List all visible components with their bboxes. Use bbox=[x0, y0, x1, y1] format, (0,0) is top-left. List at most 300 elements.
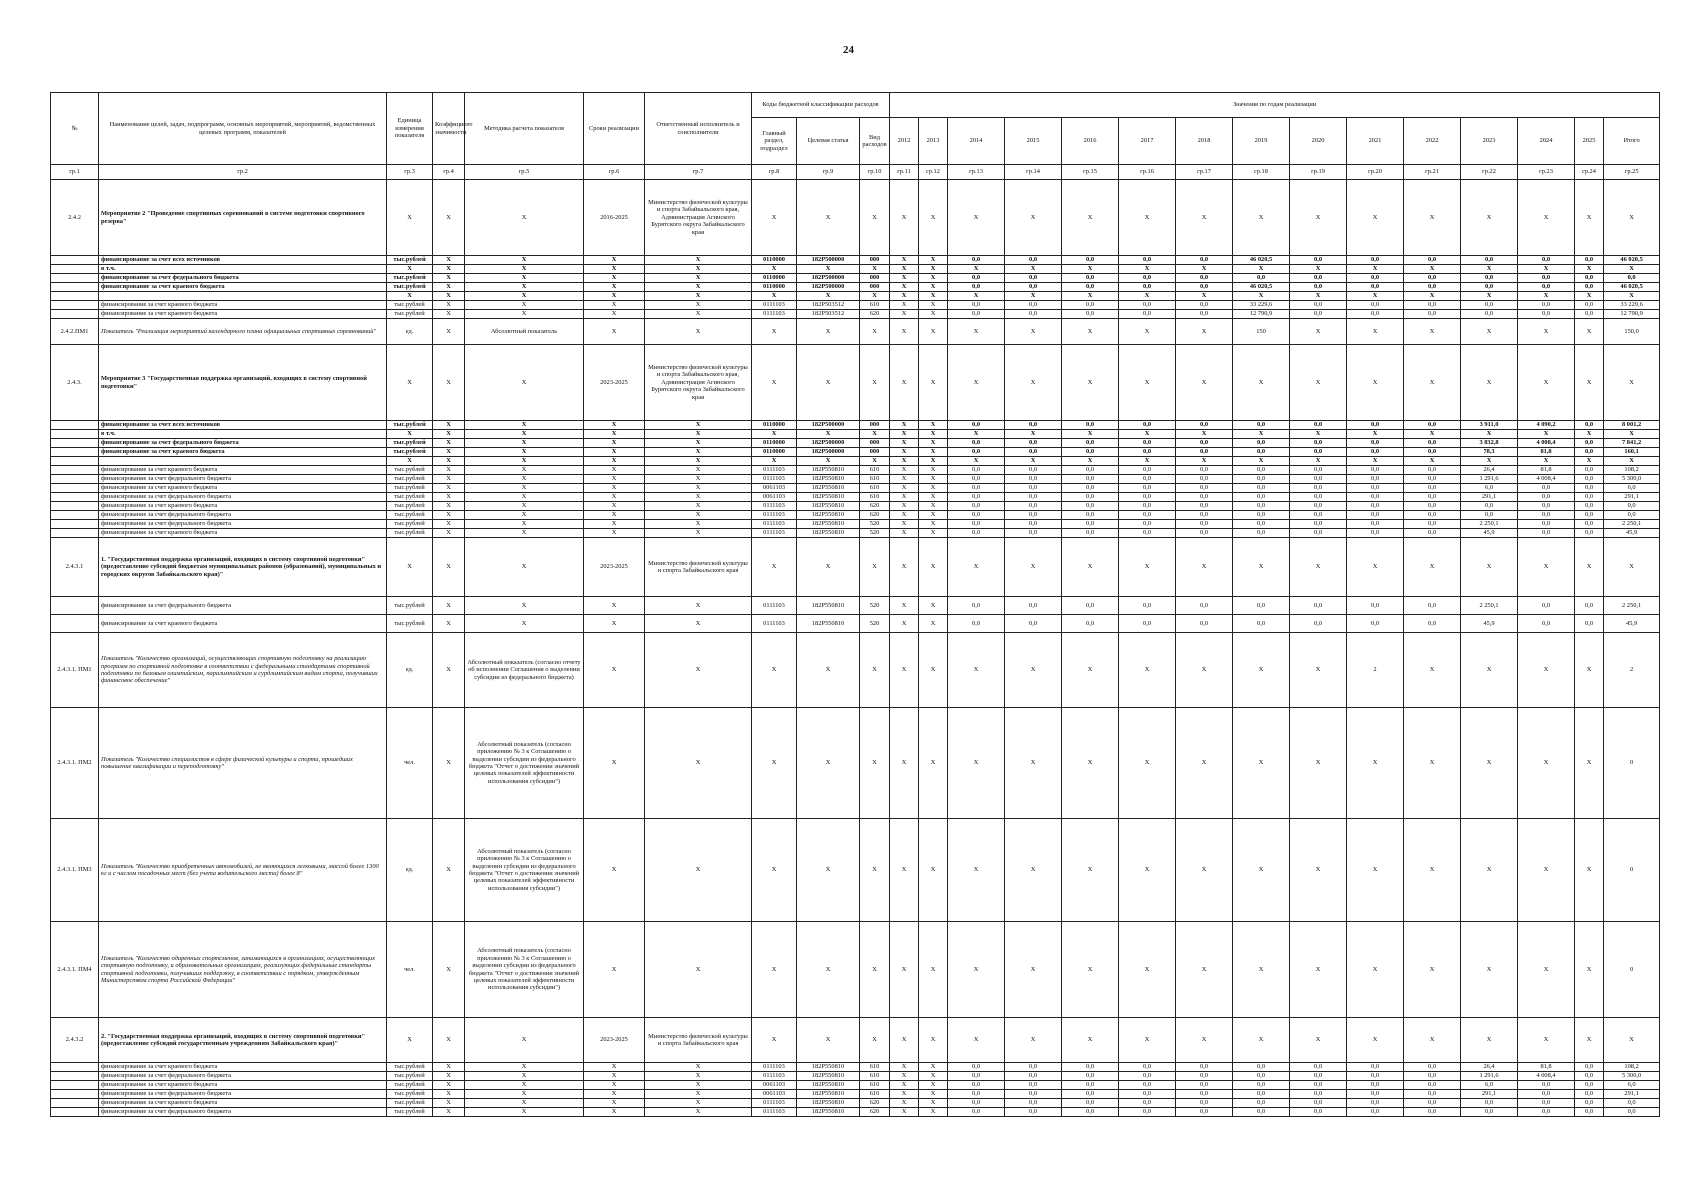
year-value: 0,0 bbox=[1176, 1063, 1233, 1072]
year-value: 0,0 bbox=[1119, 502, 1176, 511]
year-value: 0,0 bbox=[1062, 274, 1119, 283]
year-value: Х bbox=[890, 597, 919, 615]
year-value: Х bbox=[1290, 819, 1347, 922]
year-value: Х bbox=[919, 274, 948, 283]
year-value: 0,0 bbox=[1404, 301, 1461, 310]
year-value: Х bbox=[919, 511, 948, 520]
year-value: 0,0 bbox=[1176, 1081, 1233, 1090]
year-value: 0,0 bbox=[1518, 1081, 1575, 1090]
code-type: 000 bbox=[860, 439, 890, 448]
year-value: 0,0 bbox=[1290, 520, 1347, 529]
method: Х bbox=[465, 1090, 584, 1099]
total-value: Х bbox=[1604, 538, 1660, 597]
row-name: финансирование за счет федерального бюджета bbox=[99, 597, 387, 615]
header-year: 2022 bbox=[1404, 118, 1461, 165]
coefficient: Х bbox=[433, 1018, 465, 1063]
row-name: финансирование за счет краевого бюджета bbox=[99, 310, 387, 319]
unit: тыс.рублей bbox=[387, 520, 433, 529]
code-type: 610 bbox=[860, 466, 890, 475]
terms: Х bbox=[584, 529, 645, 538]
code-section: Х bbox=[752, 319, 797, 345]
method: Х bbox=[465, 265, 584, 274]
year-value: 0,0 bbox=[1347, 484, 1404, 493]
row-name: 2. "Государственная поддержка организаций, входящих в систему спортивной подготовки" (предоставление субсидий государственным учреждениям Забайкальского края)" bbox=[99, 1018, 387, 1063]
coefficient: Х bbox=[433, 466, 465, 475]
year-value: 0,0 bbox=[1176, 256, 1233, 265]
year-value: 0,0 bbox=[1404, 502, 1461, 511]
table-row bbox=[51, 520, 1660, 529]
column-number: гр.23 bbox=[1518, 165, 1575, 180]
year-value: 0,0 bbox=[1404, 274, 1461, 283]
year-value: Х bbox=[890, 292, 919, 301]
method: Х bbox=[465, 475, 584, 484]
table-row bbox=[51, 529, 1660, 538]
year-value: 0,0 bbox=[948, 475, 1005, 484]
year-value: Х bbox=[1062, 292, 1119, 301]
year-value: Х bbox=[1290, 265, 1347, 274]
year-value: Х bbox=[919, 430, 948, 439]
method: Абсолютный показатель (согласно приложению № 3 к Соглашению о выделении субсидии из федерального бюджета "Отчет о достижении значений целевых показателей эффективности использования субсидии") bbox=[465, 819, 584, 922]
year-value: Х bbox=[1461, 292, 1518, 301]
responsible: Х bbox=[645, 283, 752, 292]
unit: тыс.рублей bbox=[387, 529, 433, 538]
code-type: 610 bbox=[860, 1081, 890, 1090]
year-value: 0,0 bbox=[948, 1108, 1005, 1117]
year-value: Х bbox=[1005, 633, 1062, 708]
year-value: Х bbox=[1233, 819, 1290, 922]
year-value: Х bbox=[1290, 319, 1347, 345]
unit: тыс.рублей bbox=[387, 466, 433, 475]
year-value: Х bbox=[1176, 180, 1233, 256]
code-target: Х bbox=[797, 430, 860, 439]
year-value: 0,0 bbox=[1290, 439, 1347, 448]
year-value: 0,0 bbox=[1290, 421, 1347, 430]
year-value: Х bbox=[919, 502, 948, 511]
year-value: Х bbox=[1119, 265, 1176, 274]
row-number bbox=[51, 256, 99, 265]
year-value: Х bbox=[1518, 819, 1575, 922]
column-number: гр.15 bbox=[1062, 165, 1119, 180]
row-name: финансирование за счет федерального бюджета bbox=[99, 1108, 387, 1117]
column-number: гр.24 bbox=[1575, 165, 1604, 180]
year-value: 0,0 bbox=[1518, 301, 1575, 310]
year-value: 0,0 bbox=[1461, 274, 1518, 283]
coefficient: Х bbox=[433, 1072, 465, 1081]
year-value: 0,0 bbox=[1347, 274, 1404, 283]
method: Х bbox=[465, 310, 584, 319]
year-value: 4 008,4 bbox=[1518, 439, 1575, 448]
year-value: Х bbox=[1176, 538, 1233, 597]
responsible: Х bbox=[645, 319, 752, 345]
terms: 2023-2025 bbox=[584, 345, 645, 421]
table-row bbox=[51, 292, 1660, 301]
responsible: Х bbox=[645, 493, 752, 502]
year-value: 0,0 bbox=[948, 256, 1005, 265]
year-value: 0,0 bbox=[1290, 615, 1347, 633]
code-target: Х bbox=[797, 633, 860, 708]
year-value: 78,3 bbox=[1461, 448, 1518, 457]
method: Х bbox=[465, 180, 584, 256]
unit: тыс.рублей bbox=[387, 1108, 433, 1117]
year-value: Х bbox=[1518, 265, 1575, 274]
code-section: 0111103 bbox=[752, 597, 797, 615]
row-number bbox=[51, 466, 99, 475]
year-value: 0,0 bbox=[1005, 1099, 1062, 1108]
year-value: Х bbox=[1461, 819, 1518, 922]
unit: тыс.рублей bbox=[387, 448, 433, 457]
year-value: Х bbox=[1176, 319, 1233, 345]
total-value: 0,0 bbox=[1604, 1099, 1660, 1108]
code-target: Х bbox=[797, 1018, 860, 1063]
terms: Х bbox=[584, 484, 645, 493]
code-section: 0061103 bbox=[752, 493, 797, 502]
year-value: 0,0 bbox=[1518, 310, 1575, 319]
coefficient: Х bbox=[433, 448, 465, 457]
year-value: 0,0 bbox=[1290, 1072, 1347, 1081]
method: Х bbox=[465, 1108, 584, 1117]
year-value: 0,0 bbox=[1176, 1099, 1233, 1108]
method: Х bbox=[465, 430, 584, 439]
unit: тыс.рублей bbox=[387, 301, 433, 310]
year-value: Х bbox=[919, 256, 948, 265]
coefficient: Х bbox=[433, 493, 465, 502]
year-value: Х bbox=[1290, 292, 1347, 301]
year-value: Х bbox=[1404, 538, 1461, 597]
year-value: 0,0 bbox=[1404, 1072, 1461, 1081]
year-value: 46 020,5 bbox=[1233, 256, 1290, 265]
coefficient: Х bbox=[433, 1108, 465, 1117]
year-value: 0,0 bbox=[1062, 597, 1119, 615]
total-value: Х bbox=[1604, 430, 1660, 439]
year-value: 0,0 bbox=[1461, 310, 1518, 319]
coefficient: Х bbox=[433, 708, 465, 819]
year-value: Х bbox=[1233, 633, 1290, 708]
total-value: 7 841,2 bbox=[1604, 439, 1660, 448]
code-target: 182Р550810 bbox=[797, 1099, 860, 1108]
year-value: 0,0 bbox=[948, 493, 1005, 502]
year-value: 0,0 bbox=[948, 1063, 1005, 1072]
row-number bbox=[51, 301, 99, 310]
year-value: 0,0 bbox=[948, 1081, 1005, 1090]
year-value: Х bbox=[1461, 430, 1518, 439]
total-value: 12 790,9 bbox=[1604, 310, 1660, 319]
total-value: 2 250,1 bbox=[1604, 520, 1660, 529]
year-value: 0,0 bbox=[1347, 529, 1404, 538]
year-value: Х bbox=[1575, 708, 1604, 819]
year-value: Х bbox=[1290, 1018, 1347, 1063]
table-row bbox=[51, 274, 1660, 283]
year-value: 0,0 bbox=[1005, 1108, 1062, 1117]
code-section: Х bbox=[752, 292, 797, 301]
year-value: 0,0 bbox=[1005, 615, 1062, 633]
year-value: Х bbox=[890, 708, 919, 819]
row-name: Показатель "Количество приобретенных автомобилей, не являющихся легковыми, массой более 1300 кг и с числом посадочных мест (без учета водительского места) более 8" bbox=[99, 819, 387, 922]
year-value: 0,0 bbox=[1119, 283, 1176, 292]
year-value: Х bbox=[1005, 708, 1062, 819]
method: Х bbox=[465, 439, 584, 448]
coefficient: Х bbox=[433, 430, 465, 439]
code-target: 182Р550810 bbox=[797, 1090, 860, 1099]
year-value: 0,0 bbox=[1575, 439, 1604, 448]
year-value: Х bbox=[919, 180, 948, 256]
year-value: Х bbox=[1347, 708, 1404, 819]
row-name: в т.ч. bbox=[99, 430, 387, 439]
year-value: Х bbox=[890, 615, 919, 633]
method: Х bbox=[465, 345, 584, 421]
row-number bbox=[51, 274, 99, 283]
year-value: 0,0 bbox=[948, 529, 1005, 538]
year-value: 0,0 bbox=[1347, 615, 1404, 633]
year-value: 46 020,5 bbox=[1233, 283, 1290, 292]
year-value: Х bbox=[1119, 819, 1176, 922]
column-number: гр.14 bbox=[1005, 165, 1062, 180]
table-row bbox=[51, 345, 1660, 421]
column-number: гр.7 bbox=[645, 165, 752, 180]
year-value: 0,0 bbox=[1176, 301, 1233, 310]
row-name: финансирование за счет краевого бюджета bbox=[99, 466, 387, 475]
total-value: 2 bbox=[1604, 633, 1660, 708]
year-value: 0,0 bbox=[1461, 1099, 1518, 1108]
year-value: Х bbox=[1005, 538, 1062, 597]
year-value: 0,0 bbox=[1518, 520, 1575, 529]
year-value: 0,0 bbox=[1233, 1072, 1290, 1081]
code-section: 0111103 bbox=[752, 310, 797, 319]
row-name: финансирование за счет краевого бюджета bbox=[99, 1063, 387, 1072]
year-value: 0,0 bbox=[1119, 615, 1176, 633]
year-value: Х bbox=[948, 292, 1005, 301]
year-value: 4 090,2 bbox=[1518, 421, 1575, 430]
table-row bbox=[51, 493, 1660, 502]
year-value: 0,0 bbox=[948, 466, 1005, 475]
year-value: 0,0 bbox=[1575, 502, 1604, 511]
year-value: 0,0 bbox=[1176, 439, 1233, 448]
method: Х bbox=[465, 529, 584, 538]
year-value: 0,0 bbox=[1005, 310, 1062, 319]
row-number bbox=[51, 265, 99, 274]
header-year: 2018 bbox=[1176, 118, 1233, 165]
total-value: Х bbox=[1604, 292, 1660, 301]
year-value: Х bbox=[1233, 1018, 1290, 1063]
code-target: 182Р550810 bbox=[797, 484, 860, 493]
year-value: Х bbox=[1518, 319, 1575, 345]
method: Х bbox=[465, 457, 584, 466]
year-value: Х bbox=[1233, 292, 1290, 301]
method: Х bbox=[465, 283, 584, 292]
row-name: финансирование за счет федерального бюджета bbox=[99, 1072, 387, 1081]
row-number: 2.4.3.1. ПМ4 bbox=[51, 922, 99, 1018]
code-type: 000 bbox=[860, 274, 890, 283]
code-section: 0110000 bbox=[752, 439, 797, 448]
year-value: Х bbox=[890, 520, 919, 529]
year-value: Х bbox=[919, 493, 948, 502]
table-row bbox=[51, 457, 1660, 466]
total-value: 8 001,2 bbox=[1604, 421, 1660, 430]
year-value: 0,0 bbox=[948, 502, 1005, 511]
year-value: Х bbox=[1176, 345, 1233, 421]
year-value: Х bbox=[1233, 922, 1290, 1018]
code-section: 0110000 bbox=[752, 256, 797, 265]
code-type: 520 bbox=[860, 529, 890, 538]
year-value: Х bbox=[890, 493, 919, 502]
total-value: 291,1 bbox=[1604, 1090, 1660, 1099]
responsible: Министерство физической культуры и спорта Забайкальского края, Администрация Агинского Бурятского округа Забайкальского края bbox=[645, 180, 752, 256]
unit: чел. bbox=[387, 708, 433, 819]
code-target: Х bbox=[797, 319, 860, 345]
year-value: 0,0 bbox=[1290, 529, 1347, 538]
code-type: 000 bbox=[860, 421, 890, 430]
year-value: 0,0 bbox=[1518, 615, 1575, 633]
year-value: Х bbox=[1176, 265, 1233, 274]
terms: Х bbox=[584, 1108, 645, 1117]
code-type: Х bbox=[860, 922, 890, 1018]
year-value: 0,0 bbox=[948, 511, 1005, 520]
year-value: Х bbox=[1404, 457, 1461, 466]
code-target: Х bbox=[797, 457, 860, 466]
code-section: Х bbox=[752, 180, 797, 256]
year-value: 0,0 bbox=[1176, 502, 1233, 511]
year-value: 0,0 bbox=[1005, 448, 1062, 457]
total-value: 0 bbox=[1604, 708, 1660, 819]
table-row bbox=[51, 615, 1660, 633]
code-section: Х bbox=[752, 538, 797, 597]
total-value: 5 300,0 bbox=[1604, 475, 1660, 484]
row-number bbox=[51, 292, 99, 301]
year-value: Х bbox=[1119, 633, 1176, 708]
method: Х bbox=[465, 448, 584, 457]
method: Х bbox=[465, 502, 584, 511]
unit: тыс.рублей bbox=[387, 1090, 433, 1099]
year-value: 0,0 bbox=[1005, 502, 1062, 511]
year-value: 150 bbox=[1233, 319, 1290, 345]
code-target: Х bbox=[797, 345, 860, 421]
responsible: Х bbox=[645, 466, 752, 475]
coefficient: Х bbox=[433, 922, 465, 1018]
table-row bbox=[51, 1081, 1660, 1090]
row-name: финансирование за счет краевого бюджета bbox=[99, 301, 387, 310]
coefficient: Х bbox=[433, 256, 465, 265]
terms: 2023-2025 bbox=[584, 538, 645, 597]
table-row bbox=[51, 319, 1660, 345]
year-value: Х bbox=[890, 274, 919, 283]
year-value: 0,0 bbox=[948, 615, 1005, 633]
header-total: Итого bbox=[1604, 118, 1660, 165]
year-value: 0,0 bbox=[948, 484, 1005, 493]
year-value: 0,0 bbox=[1233, 493, 1290, 502]
unit: тыс.рублей bbox=[387, 310, 433, 319]
year-value: Х bbox=[890, 180, 919, 256]
row-number bbox=[51, 529, 99, 538]
terms: Х bbox=[584, 708, 645, 819]
year-value: Х bbox=[919, 538, 948, 597]
unit: тыс.рублей bbox=[387, 439, 433, 448]
year-value: Х bbox=[1404, 345, 1461, 421]
year-value: Х bbox=[1575, 922, 1604, 1018]
method: Х bbox=[465, 292, 584, 301]
year-value: 0,0 bbox=[1347, 520, 1404, 529]
row-name: финансирование за счет всех источников bbox=[99, 256, 387, 265]
year-value: Х bbox=[890, 1099, 919, 1108]
terms: Х bbox=[584, 1090, 645, 1099]
year-value: Х bbox=[919, 1081, 948, 1090]
year-value: Х bbox=[1062, 819, 1119, 922]
table-row bbox=[51, 265, 1660, 274]
responsible: Х bbox=[645, 1063, 752, 1072]
year-value: Х bbox=[1575, 430, 1604, 439]
year-value: Х bbox=[919, 457, 948, 466]
table-row bbox=[51, 1063, 1660, 1072]
code-type: Х bbox=[860, 538, 890, 597]
year-value: 0,0 bbox=[1062, 493, 1119, 502]
year-value: Х bbox=[919, 475, 948, 484]
year-value: 0,0 bbox=[1290, 466, 1347, 475]
code-target: 182Р500000 bbox=[797, 421, 860, 430]
year-value: Х bbox=[1347, 1018, 1404, 1063]
table-row bbox=[51, 633, 1660, 708]
year-value: Х bbox=[1005, 922, 1062, 1018]
column-number: гр.16 bbox=[1119, 165, 1176, 180]
year-value: 0,0 bbox=[1233, 1081, 1290, 1090]
coefficient: Х bbox=[433, 457, 465, 466]
year-value: Х bbox=[1518, 180, 1575, 256]
year-value: 0,0 bbox=[1176, 1072, 1233, 1081]
year-value: 0,0 bbox=[1062, 475, 1119, 484]
terms: Х bbox=[584, 520, 645, 529]
year-value: 0,0 bbox=[1518, 529, 1575, 538]
code-type: 610 bbox=[860, 1090, 890, 1099]
unit: тыс.рублей bbox=[387, 597, 433, 615]
table-row bbox=[51, 430, 1660, 439]
year-value: 0,0 bbox=[1119, 310, 1176, 319]
year-value: 0,0 bbox=[1005, 475, 1062, 484]
coefficient: Х bbox=[433, 274, 465, 283]
year-value: Х bbox=[919, 520, 948, 529]
year-value: 0,0 bbox=[1347, 1063, 1404, 1072]
terms: Х bbox=[584, 493, 645, 502]
year-value: Х bbox=[890, 345, 919, 421]
row-name: финансирование за счет федерального бюджета bbox=[99, 493, 387, 502]
year-value: 0,0 bbox=[948, 520, 1005, 529]
unit: Х bbox=[387, 180, 433, 256]
total-value: 45,9 bbox=[1604, 615, 1660, 633]
coefficient: Х bbox=[433, 819, 465, 922]
table-row bbox=[51, 1018, 1660, 1063]
year-value: Х bbox=[1518, 292, 1575, 301]
year-value: 4 008,4 bbox=[1518, 1072, 1575, 1081]
year-value: Х bbox=[948, 265, 1005, 274]
table-row bbox=[51, 538, 1660, 597]
year-value: Х bbox=[890, 319, 919, 345]
year-value: 0,0 bbox=[1062, 1108, 1119, 1117]
code-type: Х bbox=[860, 819, 890, 922]
row-number bbox=[51, 1090, 99, 1099]
year-value: Х bbox=[919, 708, 948, 819]
unit: Х bbox=[387, 457, 433, 466]
method: Абсолютный показатель bbox=[465, 319, 584, 345]
year-value: Х bbox=[1290, 345, 1347, 421]
year-value: 0,0 bbox=[1575, 256, 1604, 265]
year-value: 0,0 bbox=[1575, 493, 1604, 502]
year-value: Х bbox=[1062, 538, 1119, 597]
column-number: гр.5 bbox=[465, 165, 584, 180]
year-value: Х bbox=[1461, 922, 1518, 1018]
year-value: Х bbox=[1461, 708, 1518, 819]
year-value: Х bbox=[948, 180, 1005, 256]
row-name: финансирование за счет краевого бюджета bbox=[99, 283, 387, 292]
year-value: 0,0 bbox=[1404, 484, 1461, 493]
year-value: Х bbox=[890, 1018, 919, 1063]
total-value: Х bbox=[1604, 1018, 1660, 1063]
code-section: 0110000 bbox=[752, 283, 797, 292]
